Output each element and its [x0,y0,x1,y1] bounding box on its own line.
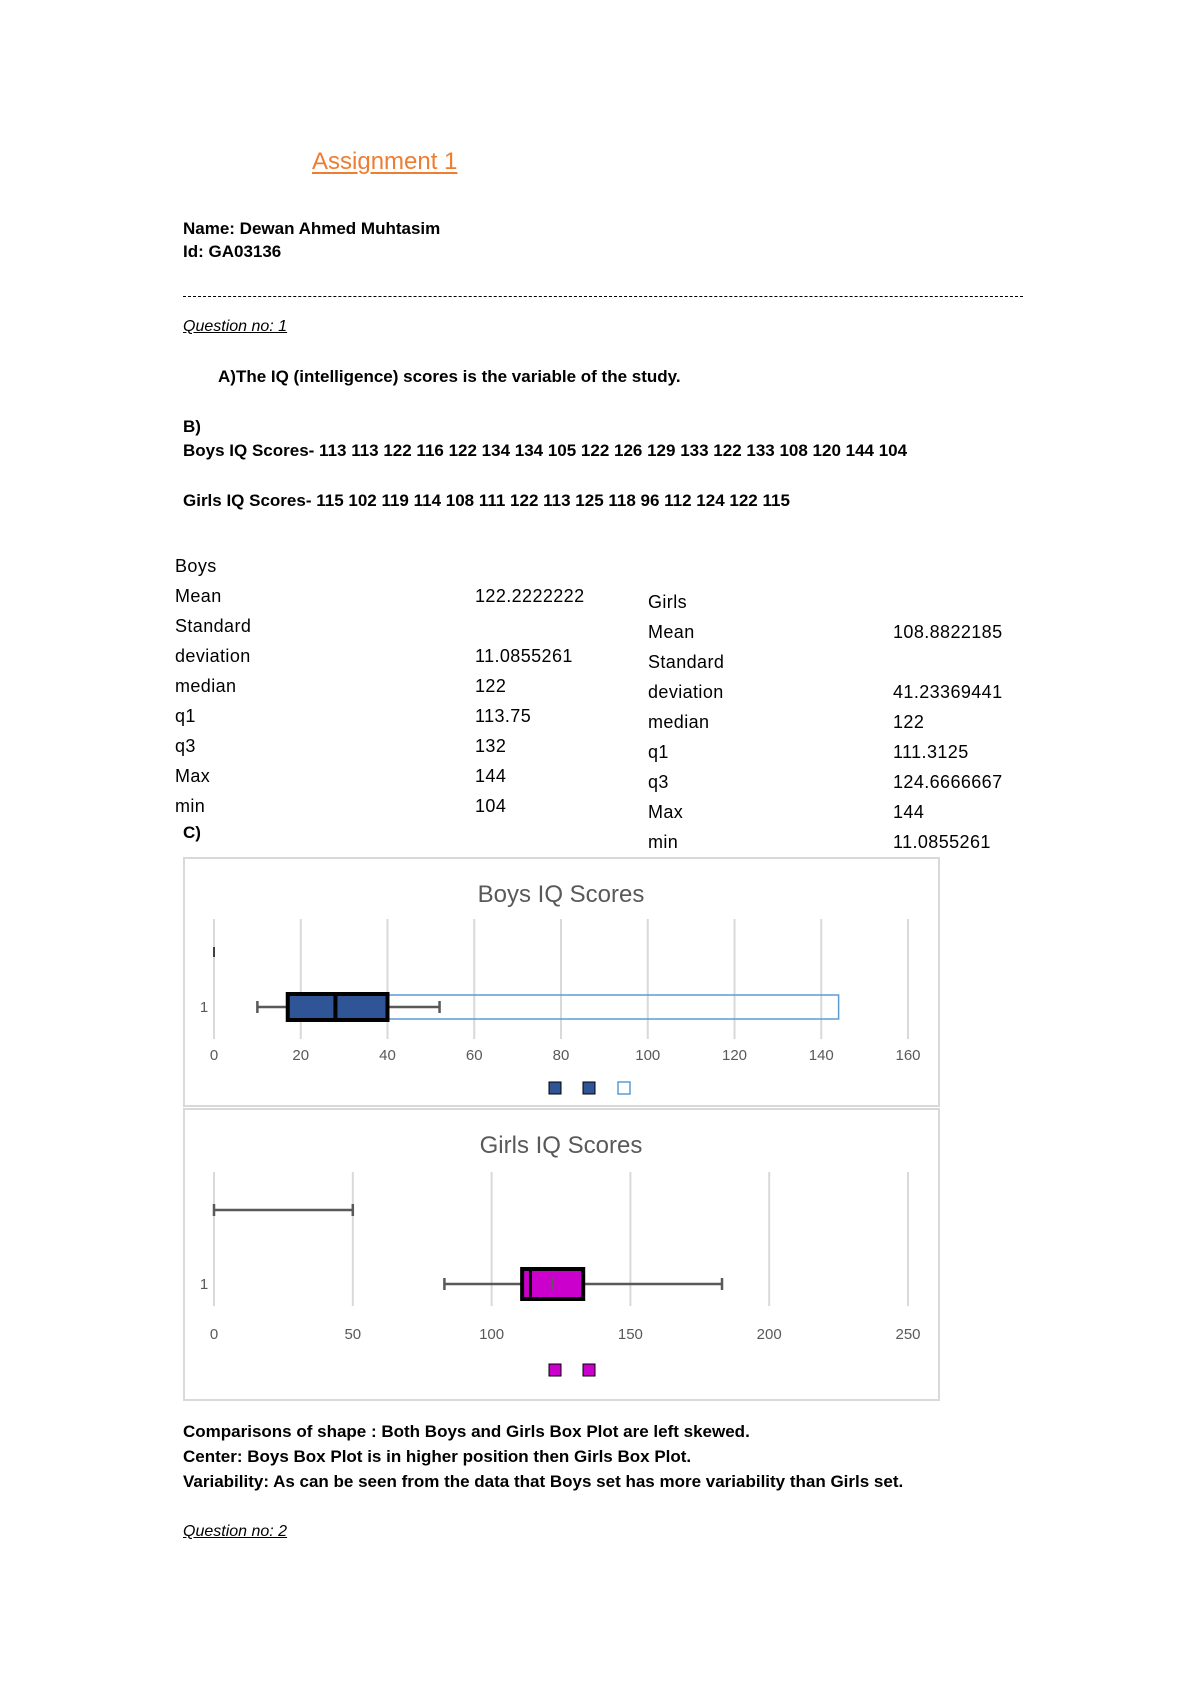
x-tick-label: 20 [292,1047,310,1064]
outline-box [388,995,839,1019]
chart-title: Girls IQ Scores [479,1132,643,1159]
boys-stat-value: 144 [475,766,507,786]
question-1-heading: Question no: 1 [183,318,288,335]
x-tick-label: 60 [465,1047,483,1064]
id-line: Id: GA03136 [183,242,282,261]
document-title: Assignment 1 [312,148,458,175]
boys-stat-label: deviation [175,646,251,666]
legend-marker [583,1082,595,1094]
girls-stats-heading: Girls [648,592,687,612]
chart-title: Boys IQ Scores [477,881,645,908]
comparison-variability: Variability: As can be seen from the data that Boys set has more variability than Girls set. [183,1472,904,1491]
comparison-shape: Comparisons of shape : Both Boys and Girls Box Plot are left skewed. [183,1422,750,1441]
name-line: Name: Dewan Ahmed Muhtasim [183,219,441,238]
x-tick-label: 150 [617,1326,643,1343]
boys-stat-value: 104 [475,796,507,816]
x-tick-label: 0 [209,1047,219,1064]
part-a-text: A)The IQ (intelligence) scores is the variable of the study. [218,367,681,386]
girls-stat-label: Standard [648,652,725,672]
legend-marker [583,1364,595,1376]
x-tick-label: 140 [808,1047,834,1064]
x-tick-label: 120 [721,1047,748,1064]
girls-stat-value: 108.8822185 [893,622,1003,642]
x-tick-label: 200 [756,1326,782,1343]
legend-marker [549,1364,561,1376]
x-tick-label: 250 [895,1326,921,1343]
boys-stat-value: 11.0855261 [475,646,573,666]
iqr-box [288,994,388,1020]
x-tick-label: 100 [479,1326,505,1343]
category-label: 1 [199,1276,209,1293]
girls-stat-value: 144 [893,802,925,822]
girls-stat-value: 124.6666667 [893,772,1003,792]
boys-stat-value: 113.75 [475,706,532,726]
boys-stat-label: q1 [175,706,196,726]
boys-stat-label: median [175,676,237,696]
boys-stat-value: 122 [475,676,507,696]
girls-stat-value: 122 [893,712,925,732]
part-b-label: B) [183,417,201,436]
boys-stat-label: q3 [175,736,196,756]
boys-box-plot [185,859,938,1105]
girls-chart-frame [183,1108,940,1401]
boys-stat-value: 132 [475,736,507,756]
boys-stat-value: 122.2222222 [475,586,585,606]
girls-stat-label: median [648,712,710,732]
girls-stat-label: q1 [648,742,669,762]
x-tick-label: 40 [379,1047,396,1064]
question-2-heading: Question no: 2 [183,1523,288,1540]
girls-stat-label: Max [648,802,684,822]
girls-stat-label: Mean [648,622,695,642]
girls-stat-value: 111.3125 [893,742,969,762]
legend-marker [618,1082,630,1094]
x-tick-label: 50 [344,1326,362,1343]
comparison-center: Center: Boys Box Plot is in higher position then Girls Box Plot. [183,1447,692,1466]
x-tick-label: 160 [895,1047,921,1064]
boys-stats-heading: Boys [175,556,217,576]
boys-stat-label: Standard [175,616,252,636]
girls-stat-label: q3 [648,772,669,792]
x-tick-label: 100 [635,1047,661,1064]
girls-stat-value: 41.23369441 [893,682,1003,702]
boys-stat-label: Mean [175,586,222,606]
category-label: 1 [199,999,209,1016]
boys-chart-frame [183,857,940,1107]
divider [183,296,1023,297]
girls-scores-line: Girls IQ Scores- 115 102 119 114 108 111 122 113 125 118 96 112 124 122 115 [183,491,790,510]
boys-stat-label: Max [175,766,211,786]
girls-stat-value: 11.0855261 [893,832,991,852]
x-tick-label: 80 [552,1047,570,1064]
part-c-label: C) [183,823,201,842]
girls-box-plot [185,1110,938,1399]
x-tick-label: 0 [209,1326,219,1343]
girls-stat-label: deviation [648,682,724,702]
legend-marker [549,1082,561,1094]
boys-scores-line: Boys IQ Scores- 113 113 122 116 122 134 134 105 122 126 129 133 122 133 108 120 144 104 [183,441,908,460]
boys-stat-label: min [175,796,206,816]
girls-stat-label: min [648,832,679,852]
